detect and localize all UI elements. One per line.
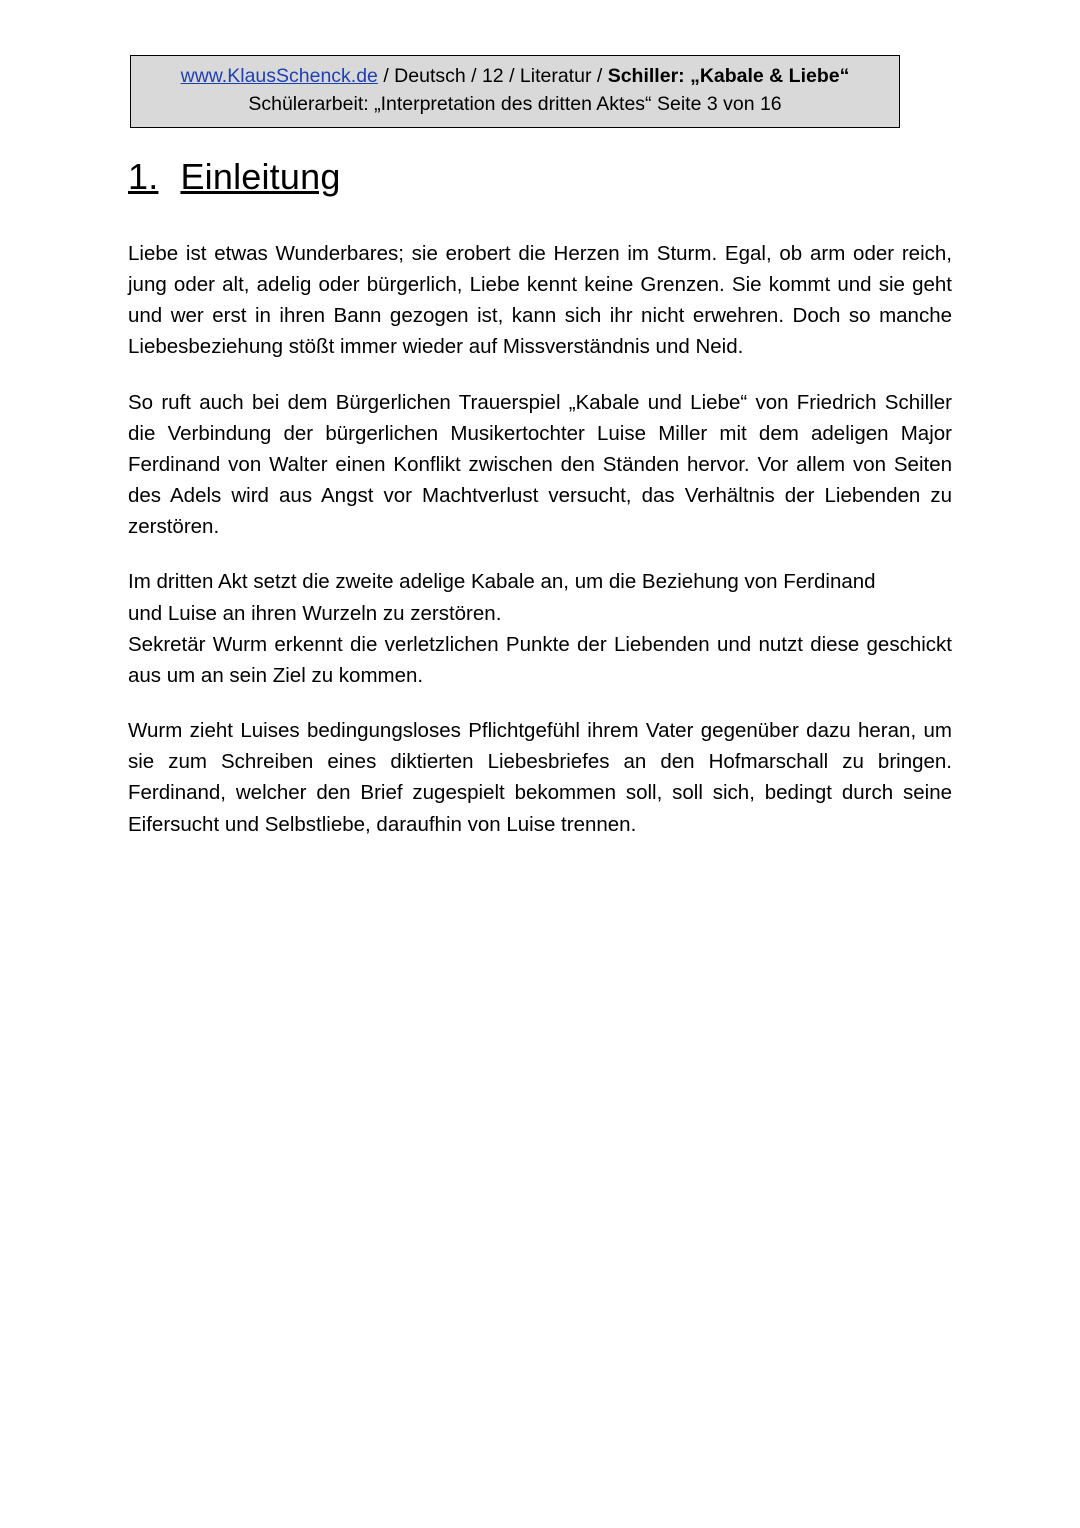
page-title bbox=[128, 156, 341, 198]
page-header-box bbox=[130, 55, 900, 128]
klausschenck-link[interactable]: www.KlausSchenck.de bbox=[180, 65, 378, 87]
header-breadcrumb-middle: / Deutsch / 12 / Literatur / bbox=[377, 65, 608, 87]
paragraph-4: Wurm zieht Luises bedingungsloses Pflichtgefühl ihrem Vater gegenüber dazu heran, um sie zum Schreiben eines diktierten Liebesbriefes an den Hofmarschall zu bringen. Ferdinand, welcher den Brief zugespielt bekommen soll, soll sich, bedingt durch seine Eifersucht und Selbstliebe, daraufhin von Luise trennen. bbox=[128, 719, 952, 836]
paragraph-3-line-a: Im dritten Akt setzt die zweite adelige Kabale an, um die Beziehung von Ferdinand bbox=[128, 570, 876, 594]
header-subtitle: Schülerarbeit: „Interpretation des dritten Aktes“ Seite 3 von 16 bbox=[248, 93, 782, 116]
paragraph-3-line-c: Sekretär Wurm erkennt die verletzlichen Punkte der Liebenden und nutzt diese geschickt aus um an sein Ziel zu kommen. bbox=[128, 632, 952, 687]
paragraph-1: Liebe ist etwas Wunderbares; sie erobert die Herzen im Sturm. Egal, ob arm oder reich, jung oder alt, adelig oder bürgerlich, Liebe kennt keine Grenzen. Sie kommt und sie geht und wer erst in ihren Bann gezogen ist, kann sich ihr nicht erwehren. Doch so manche Liebesbeziehung stößt immer wieder auf Missverständnis und Neid. bbox=[128, 242, 952, 359]
paragraph-3-line-b: und Luise an ihren Wurzeln zu zerstören. bbox=[128, 601, 502, 625]
paragraph-2: So ruft auch bei dem Bürgerlichen Trauerspiel „Kabale und Liebe“ von Friedrich Schiller die Verbindung der bürgerlichen Musikertochter Luise Miller mit dem adeligen Major Ferdinand von Walter einen Konflikt zwischen den Ständen hervor. Vor allem von Seiten des Adels wird aus Angst vor Machtverlust versucht, das Verhältnis der Liebenden zu zerstören. bbox=[128, 390, 952, 539]
header-breadcrumb bbox=[139, 62, 891, 90]
section-title: Einleitung bbox=[180, 156, 341, 197]
header-breadcrumb-title: Schiller: „Kabale & Liebe“ bbox=[607, 65, 850, 87]
section-number: 1. bbox=[128, 156, 159, 197]
paragraph-3 bbox=[128, 566, 952, 691]
document-body bbox=[128, 238, 952, 840]
